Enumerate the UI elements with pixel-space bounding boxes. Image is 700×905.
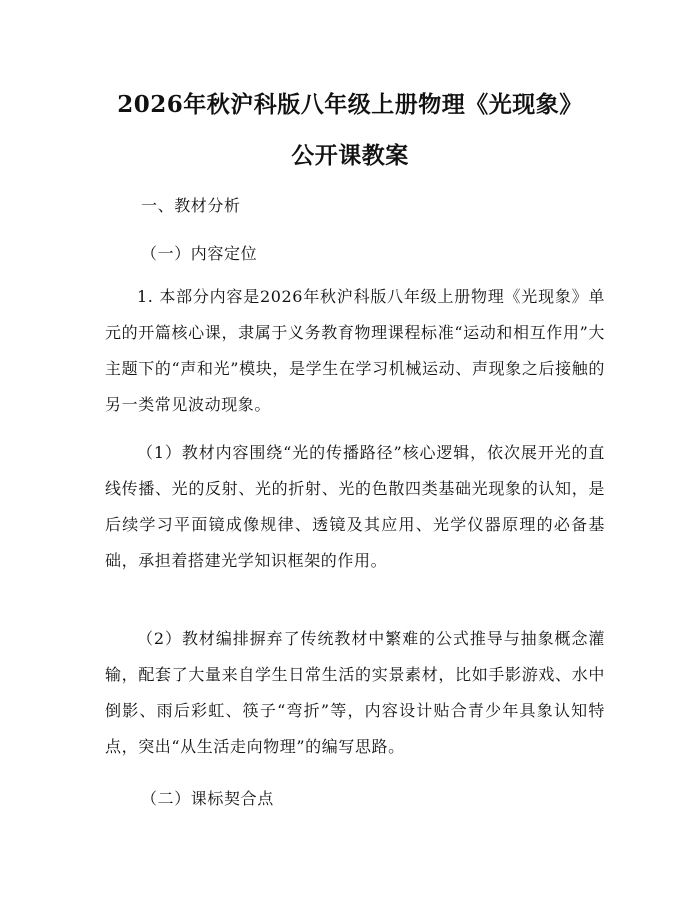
subsection-heading-content-positioning: （一）内容定位 bbox=[141, 244, 258, 263]
document-title-line-2: 公开课教案 bbox=[291, 142, 409, 169]
subsection-heading-curriculum-alignment: （二）课标契合点 bbox=[141, 789, 274, 808]
paragraph-content-logic: （1）教材内容围绕“光的传播路径”核心逻辑，依次展开光的直线传播、光的反射、光的折射、光的色散四类基础光现象的认知，是后续学习平面镜成像规律、透镜及其应用、光学仪器原理的必备基础，承担着搭建光学知识框架的作用。 bbox=[105, 443, 605, 570]
document-title-line-1: 2026年秋沪科版八年级上册物理《光现象》 bbox=[117, 91, 583, 118]
section-heading-textbook-analysis: 一、教材分析 bbox=[141, 196, 241, 215]
paragraph-textbook-design: （2）教材编排摒弃了传统教材中繁难的公式推导与抽象概念灌输，配套了大量来自学生日常生活的实景素材，比如手影游戏、水中倒影、雨后彩虹、筷子“弯折”等，内容设计贴合青少年具象认知特点，突出“从生活走向物理”的编写思路。 bbox=[105, 629, 605, 756]
paragraph-unit-positioning: 1. 本部分内容是2026年秋沪科版八年级上册物理《光现象》单元的开篇核心课，隶属于义务教育物理课程标准“运动和相互作用”大主题下的“声和光”模块，是学生在学习机械运动、声现象之后接触的另一类常见波动现象。 bbox=[105, 287, 605, 414]
